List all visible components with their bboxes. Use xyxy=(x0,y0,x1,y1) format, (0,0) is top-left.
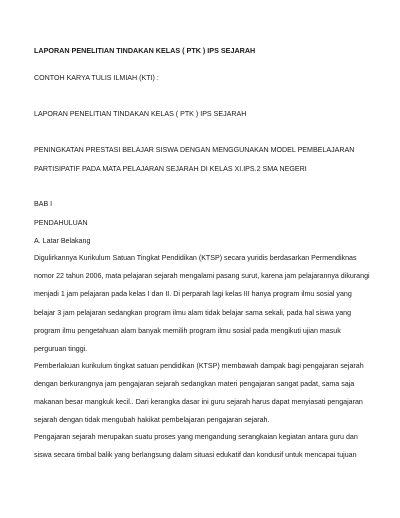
paragraph-line: program ilmu pengetahuan alam banyak memilih program ilmu sosial pada mengikuti ujian masuk xyxy=(34,327,341,335)
example-label: CONTOH KARYA TULIS ILMIAH (KTI) : xyxy=(34,74,159,82)
paragraph-line: sejarah dengan tidak mengubah hakikat pembelajaran pengajaran sejarah. xyxy=(34,416,270,424)
document-title: LAPORAN PENELITIAN TINDAKAN KELAS ( PTK ) IPS SEJARAH xyxy=(34,46,256,55)
paragraph-line: siswa secara timbal balik yang berlangsung dalam situasi edukatif dan kondusif untuk mencapai tujuan xyxy=(34,451,357,459)
chapter-title: PENDAHULUAN xyxy=(34,219,88,227)
research-title-line: PENINGKATAN PRESTASI BELAJAR SISWA DENGAN MENGGUNAKAN MODEL PEMBELAJARAN xyxy=(34,146,355,154)
paragraph-line: nomor 22 tahun 2006, mata pelajaran sejarah mengalami pasang surut, karena jam pelajarannya dikurangi xyxy=(34,272,370,280)
report-title: LAPORAN PENELITIAN TINDAKAN KELAS ( PTK ) IPS SEJARAH xyxy=(34,110,247,118)
paragraph-line: makanan besar mangkuk kecil.. Dari kerangka dasar ini guru sejarah harus dapat menyiasati pengajaran xyxy=(34,398,363,406)
paragraph-line: menjadi 1 jam pelajaran pada kelas I dan II. Di perparah lagi kelas III hanya program ilmu sosial yang xyxy=(34,290,352,298)
paragraph-line: perguruan tinggi. xyxy=(34,345,88,353)
paragraph-line: Pengajaran sejarah merupakan suatu proses yang mengandung serangkaian kegiatan antara guru dan xyxy=(34,433,358,441)
paragraph-line: Digulirkannya Kurikulum Satuan Tingkat Pendidikan (KTSP) secara yuridis berdasarkan Permendiknas xyxy=(34,254,357,262)
chapter-number: BAB I xyxy=(34,200,53,208)
section-heading: A. Latar Belakang xyxy=(34,237,91,245)
research-title-line: PARTISIPATIF PADA MATA PELAJARAN SEJARAH DI KELAS XI.IPS.2 SMA NEGERI xyxy=(34,165,307,173)
paragraph-line: dengan berkurangnya jam pengajaran sejarah sedangkan materi pengajaran sangat padat, sama saja xyxy=(34,380,355,388)
paragraph-line: Pemberlakuan kurikulum tingkat satuan pendidikan (KTSP) membawah dampak bagi pengajaran sejarah xyxy=(34,362,364,370)
paragraph-line: belajar 3 jam pelajaran sedangkan program ilmu alam tidak belajar sama sekali, pada hal siswa yang xyxy=(34,309,352,317)
